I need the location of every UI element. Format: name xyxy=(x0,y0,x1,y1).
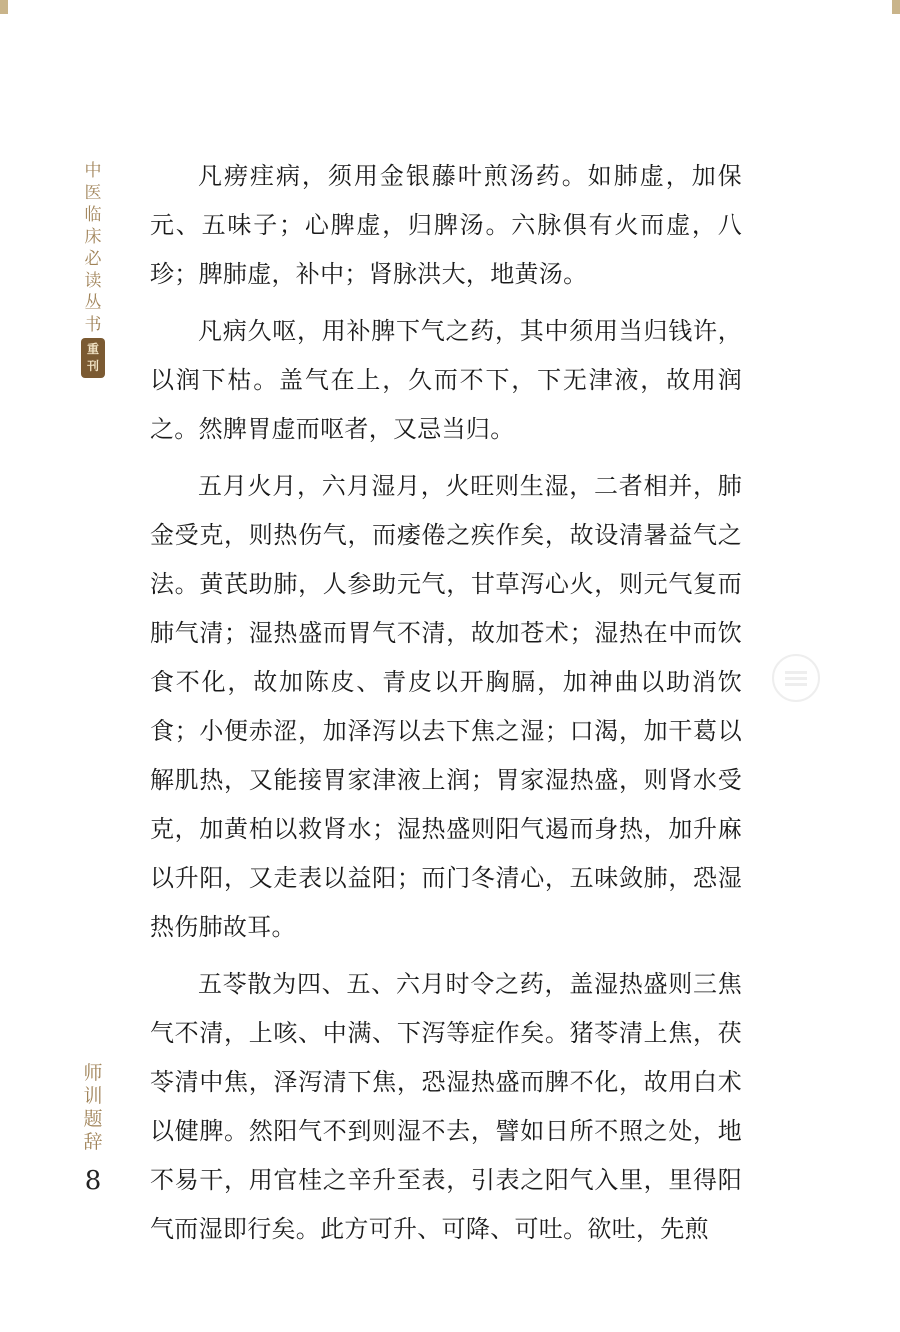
section-title-char: 题 xyxy=(83,1108,103,1130)
series-title-char: 床 xyxy=(84,227,102,247)
seal-char: 重 xyxy=(86,342,99,356)
seal-char: 刊 xyxy=(86,359,99,373)
series-title-char: 中 xyxy=(84,161,102,181)
series-title-char: 书 xyxy=(84,315,102,335)
section-title-char: 辞 xyxy=(83,1131,103,1153)
section-title-char: 师 xyxy=(83,1062,103,1084)
paragraph: 凡痨疰病，须用金银藤叶煎汤药。如肺虚，加保元、五味子；心脾虚，归脾汤。六脉俱有火而虚，八珍；脾肺虚，补中；肾脉洪大，地黄汤。 xyxy=(150,162,742,288)
section-title-char: 训 xyxy=(83,1085,103,1107)
series-title-char: 读 xyxy=(84,271,102,291)
paragraph: 五苓散为四、五、六月时令之药，盖湿热盛则三焦气不清，上咳、中满、下泻等症作矣。猪苓清上焦，茯苓清中焦，泽泻清下焦，恐湿热盛而脾不化，故用白术以健脾。然阳气不到则湿不去，譬如日所不照之处，地不易干，用官桂之辛升至表，引表之阳气入里，里得阳气而湿即行矣。此方可升、可降、可吐。欲吐，先煎 xyxy=(150,970,742,1243)
series-title-char: 必 xyxy=(84,249,102,269)
body-text xyxy=(150,152,742,1262)
watermark-icon xyxy=(772,654,820,702)
corner-decoration-right xyxy=(892,0,900,14)
reprint-seal xyxy=(81,338,105,378)
paragraph: 凡病久呕，用补脾下气之药，其中须用当归钱许，以润下枯。盖气在上，久而不下，下无津液，故用润之。然脾胃虚而呕者，又忌当归。 xyxy=(150,317,742,443)
series-title-char: 临 xyxy=(84,205,102,225)
page-number: 8 xyxy=(84,1166,102,1196)
section-title xyxy=(80,1062,106,1154)
series-title xyxy=(80,160,106,378)
corner-decoration-left xyxy=(0,0,8,14)
series-title-char: 医 xyxy=(84,183,102,203)
paragraph: 五月火月，六月湿月，火旺则生湿，二者相并，肺金受克，则热伤气，而痿倦之疾作矣，故设清暑益气之法。黄芪助肺，人参助元气，甘草泻心火，则元气复而肺气清；湿热盛而胃气不清，故加苍术；湿热在中而饮食不化，故加陈皮、青皮以开胸膈，加神曲以助消饮食；小便赤涩，加泽泻以去下焦之湿；口渴，加干葛以解肌热，又能接胃家津液上润；胃家湿热盛，则肾水受克，加黄柏以救肾水；湿热盛则阳气遏而身热，加升麻以升阳，又走表以益阳；而门冬清心，五味敛肺，恐湿热伤肺故耳。 xyxy=(150,472,742,941)
series-title-char: 丛 xyxy=(84,293,102,313)
